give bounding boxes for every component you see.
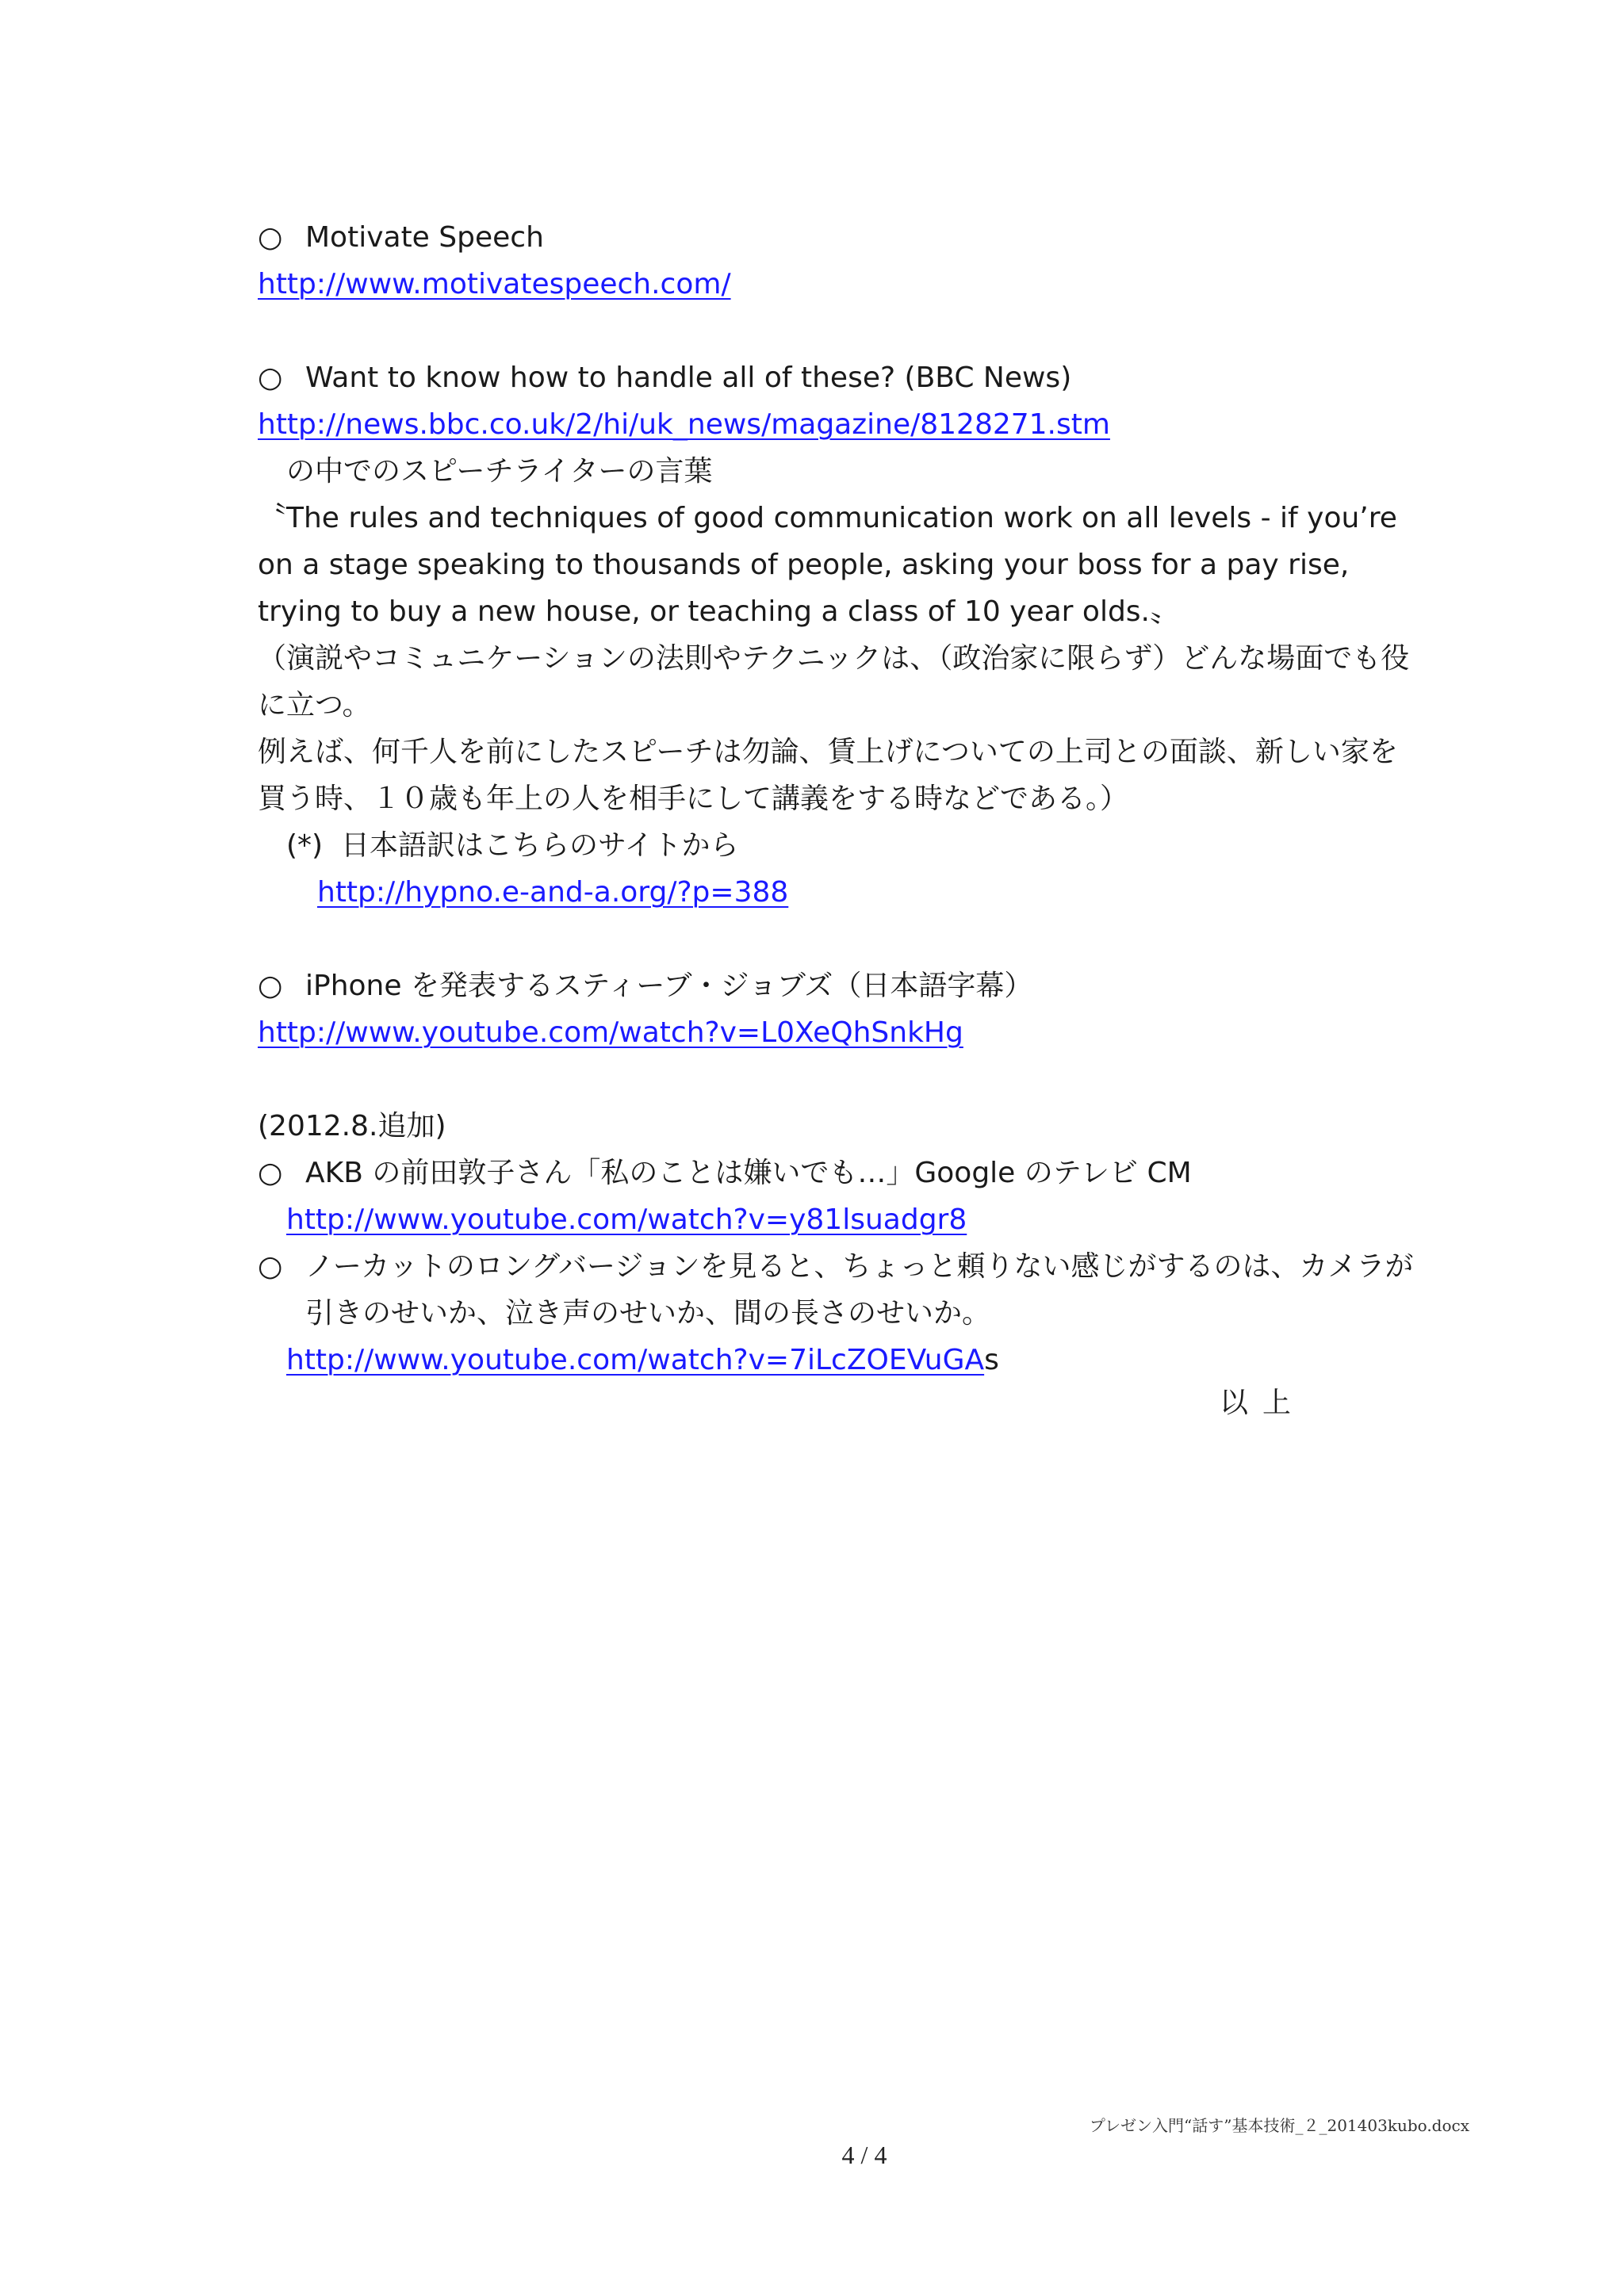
- footer-filename: プレゼン入門“話す”基本技術_２_201403kubo.docx: [1089, 2116, 1469, 2135]
- section-iphone-heading: [258, 962, 1479, 1009]
- translation-line-2: に立つ。: [258, 689, 371, 721]
- bbc-intro-text: の中でのスピーチライターの言葉: [286, 455, 713, 488]
- quote-line-2: on a stage speaking to thousands of people, asking your boss for a pay rise,: [258, 549, 1350, 581]
- long-version-note-line-2: 引きのせいか、泣き声のせいか、間の長さのせいか。: [305, 1297, 991, 1330]
- bullet-circle-icon: ○: [258, 362, 283, 394]
- section-motivate-speech-heading: [258, 214, 1479, 261]
- bbc-news-link[interactable]: http://news.bbc.co.uk/2/hi/uk_news/magazine/8128271.stm: [258, 408, 1110, 441]
- akb-text: AKB の前田敦子さん「私のことは嫌いでも…」Google のテレビ CM: [305, 1157, 1192, 1189]
- long-version-note-line-1: [258, 1243, 1479, 1290]
- bullet-circle-icon: ○: [258, 970, 283, 1002]
- section-bbc-heading: [258, 354, 1479, 401]
- quote-line-3: trying to buy a new house, or teaching a class of 10 year olds.〟: [258, 595, 1178, 628]
- page-number: 4 / 4: [841, 2141, 887, 2169]
- translation-line-3: 例えば、何千人を前にしたスピーチは勿論、賃上げについての上司との面談、新しい家を: [258, 736, 1398, 768]
- closing-mark: 以上: [1220, 1387, 1306, 1419]
- bullet-circle-icon: ○: [258, 221, 283, 254]
- bullet-circle-icon: ○: [258, 1157, 283, 1189]
- note-text: 日本語訳はこちらのサイトから: [340, 829, 739, 862]
- section-title: Want to know how to handle all of these? (BBC News): [305, 362, 1072, 394]
- long-version-youtube-link[interactable]: http://www.youtube.com/watch?v=7iLcZOEVuGA: [286, 1344, 985, 1376]
- hypno-translation-link[interactable]: http://hypno.e-and-a.org/?p=388: [317, 876, 789, 909]
- added-note: (2012.8.追加): [258, 1110, 446, 1142]
- akb-heading: [258, 1150, 1479, 1196]
- section-title: Motivate Speech: [305, 221, 544, 254]
- akb-youtube-link[interactable]: http://www.youtube.com/watch?v=y81lsuadgr8: [286, 1203, 967, 1236]
- note-mark: (*): [286, 829, 324, 862]
- translation-note: [258, 822, 1479, 869]
- translation-line-4: 買う時、１０歳も年上の人を相手にして講義をする時などである。）: [258, 783, 1129, 815]
- quote-line-1: 〝The rules and techniques of good communication work on all levels - if you’re: [258, 502, 1397, 534]
- bullet-circle-icon: ○: [258, 1250, 283, 1283]
- motivate-speech-link[interactable]: http://www.motivatespeech.com/: [258, 268, 731, 300]
- section-title: iPhone を発表するスティーブ・ジョブズ（日本語字幕）: [305, 970, 1033, 1002]
- link-suffix: s: [984, 1344, 999, 1376]
- long-version-link-line: [258, 1337, 1479, 1383]
- translation-line-1: （演説やコミュニケーションの法則やテクニックは、（政治家に限らず）どんな場面でも役: [258, 642, 1410, 675]
- iphone-youtube-link[interactable]: http://www.youtube.com/watch?v=L0XeQhSnkHg: [258, 1016, 963, 1049]
- long-version-text-1: ノーカットのロングバージョンを見ると、ちょっと頼りない感じがするのは、カメラが: [305, 1250, 1414, 1283]
- document-body: [258, 214, 1479, 1383]
